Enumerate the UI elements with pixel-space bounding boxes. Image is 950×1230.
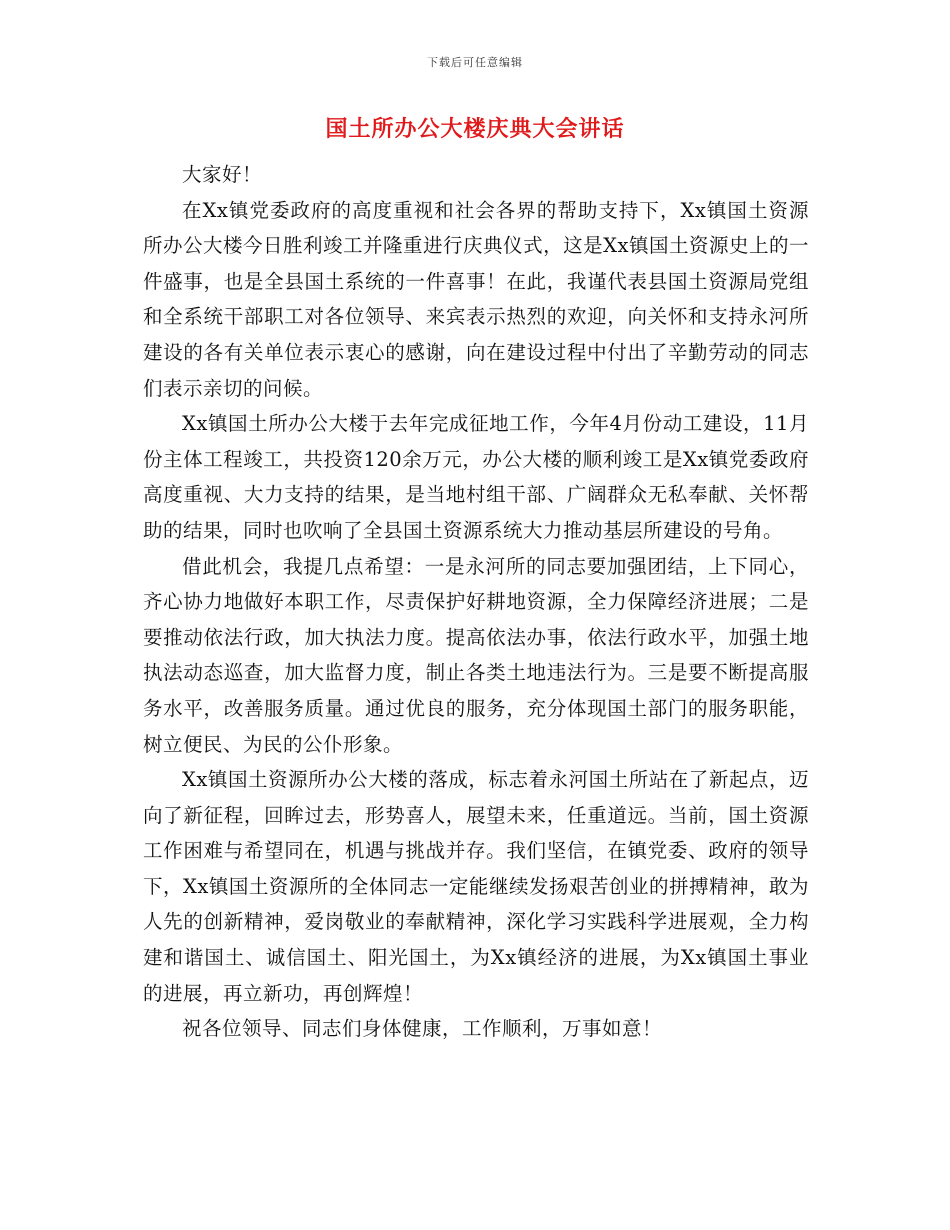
paragraph-construction: Xx镇国土所办公大楼于去年完成征地工作，今年4月份动工建设，11月份主体工程竣工，共投资120余万元，办公大楼的顺利竣工是Xx镇党委政府高度重视、大力支持的结果，是当地村组干部、广阔群众无私奉献、关怀帮助的结果，同时也吹响了全县国土资源系统大力推动基层所建设的号角。	[143, 412, 809, 542]
paragraph-greeting: 大家好！	[182, 163, 263, 186]
document-title: 国土所办公大楼庆典大会讲话	[325, 116, 625, 142]
header-note: 下载后可任意编辑	[427, 56, 523, 69]
document-body	[143, 157, 809, 1047]
paragraph-closing: 祝各位领导、同志们身体健康，工作顺利，万事如意！	[182, 1017, 663, 1041]
paragraph-hopes: 借此机会，我提几点希望：一是永河所的同志要加强团结，上下同心，齐心协力地做好本职工作，尽责保护好耕地资源，全力保障经济进展；二是要推动依法行政，加大执法力度。提高依法办事，依法行政水平，加强土地执法动态巡查，加大监督力度，制止各类土地违法行为。三是要不断提高服务水平，改善服务质量。通过优良的服务，充分体现国土部门的服务职能，树立便民、为民的公仆形象。	[143, 554, 809, 756]
paragraph-outlook: Xx镇国土资源所办公大楼的落成，标志着永河国土所站在了新起点，迈向了新征程，回眸过去，形势喜人，展望未来，任重道远。当前，国土资源工作困难与希望同在，机遇与挑战并存。我们坚信，在镇党委、政府的领导下，Xx镇国土资源所的全体同志一定能继续发扬艰苦创业的拼搏精神，敢为人先的创新精神，爱岗敬业的奉献精神，深化学习实践科学进展观，全力构建和谐国土、诚信国土、阳光国土，为Xx镇经济的进展，为Xx镇国土事业的进展，再立新功，再创辉煌！	[143, 768, 809, 1005]
paragraph-welcome: 在Xx镇党委政府的高度重视和社会各界的帮助支持下，Xx镇国土资源所办公大楼今日胜利竣工并隆重进行庆典仪式，这是Xx镇国土资源史上的一件盛事，也是全县国土系统的一件喜事！在此，我谨代表县国土资源局党组和全系统干部职工对各位领导、来宾表示热烈的欢迎，向关怀和支持永河所建设的各有关单位表示衷心的感谢，向在建设过程中付出了辛勤劳动的同志们表示亲切的问候。	[143, 198, 809, 400]
